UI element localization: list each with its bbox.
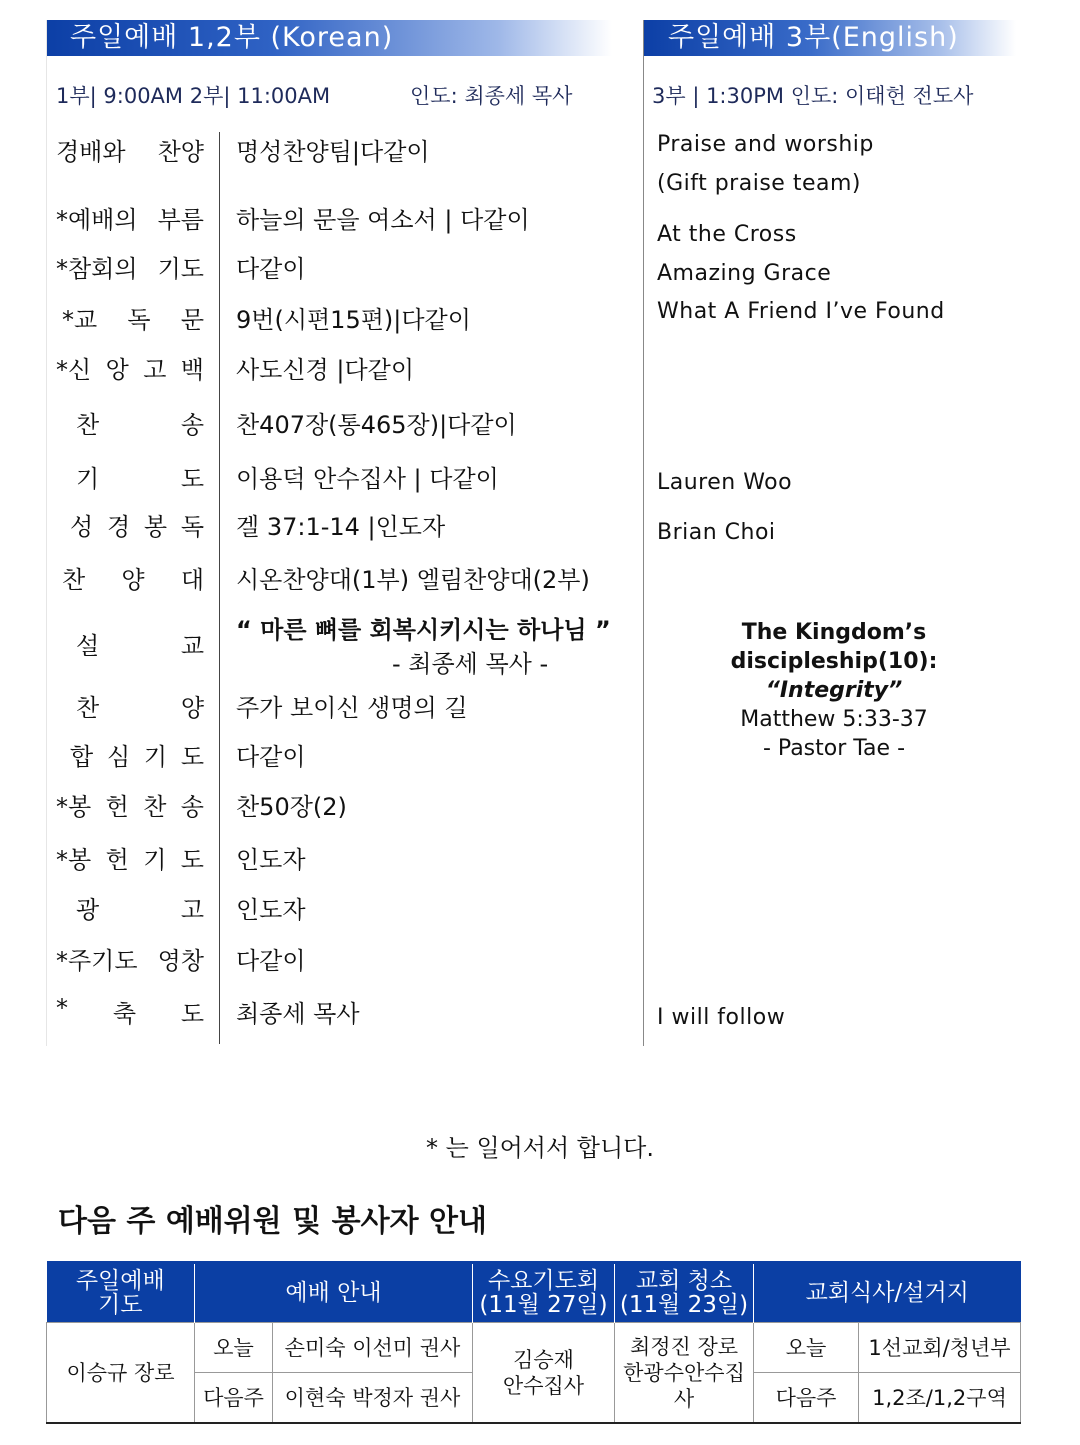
header-cleaning: 교회 청소 (11월 23일) [615,1263,754,1323]
label-part: 봉 [143,513,168,541]
guide-when-today: 오늘 [195,1323,273,1373]
korean-service-banner: 주일예배 1,2부 (Korean) [46,20,612,56]
label-part: 대 [180,566,204,594]
english-service-line: (Gift praise team) [657,171,861,196]
korean-service-leader: 인도: 최종세 목사 [410,84,573,108]
service-item-value: 하늘의 문을 여소서 | 다같이 [236,206,530,234]
meal-who-today: 1선교회/청년부 [859,1323,1021,1373]
service-item-label [50,300,210,335]
service-item-label [50,560,210,595]
service-item-value: 겔 37:1-14 |인도자 [236,513,446,541]
service-item-label [50,405,210,440]
label-part: 경배와 [56,138,126,166]
english-service-line: Praise and worship [657,132,874,157]
sermon-title-line2: discipleship(10): [730,649,938,674]
label-part: 찬 [62,566,86,594]
prayer-person: 이승규 장로 [47,1323,195,1424]
guide-when-next: 다음주 [195,1373,273,1424]
guide-who-next: 이현숙 박정자 권사 [273,1373,473,1424]
label-divider [219,132,220,1044]
label-part: 교 [180,632,204,660]
service-item-value: 주가 보이신 생명의 길 [236,694,468,722]
service-item-value: 시온찬양대(1부) 엘림찬양대(2부) [236,566,590,594]
service-item-label [50,200,210,235]
service-item-value: 다같이 [236,947,306,975]
label-part: 고 [180,896,204,924]
label-part: *봉 [56,846,92,874]
meal-who-next: 1,2조/1,2구역 [859,1373,1021,1424]
wednesday-person: 김승재 안수집사 [473,1323,615,1424]
label-part: 헌 [105,793,129,821]
service-item-label [50,890,210,925]
label-part: 양 [121,566,145,594]
label-part: 찬 [143,793,167,821]
duty-table [46,1261,1021,1424]
label-part: 송 [180,793,204,821]
label-part: 영창 [157,947,204,975]
label-part: 송 [180,411,204,439]
label-part: 문 [180,306,204,334]
label-part: 찬양 [157,138,204,166]
service-item-value: 9번(시편15편)|다같이 [236,306,471,334]
label-part: 기 [76,465,100,493]
service-item-value: 찬50장(2) [236,793,347,821]
header-guide: 예배 안내 [195,1263,473,1323]
service-item-value: 찬407장(통465장)|다같이 [236,411,517,439]
service-item-value: 명성찬양팀|다같이 [236,138,430,166]
label-part: *예배의 [56,206,138,234]
label-part: * [56,994,68,1022]
english-service-info: 3부 | 1:30PM 인도: 이태헌 전도사 [652,84,974,108]
english-service-line: Brian Choi [657,520,776,545]
service-item-label [50,507,210,542]
sermon-title-line1: The Kingdom’s [741,620,927,645]
label-part: *주기도 [56,947,138,975]
label-part: 부름 [157,206,204,234]
column-divider [643,20,644,1046]
service-item-label [50,459,210,494]
label-part: 고 [143,356,167,384]
label-part: *교 [62,306,98,334]
english-service-banner: 주일예배 3부(English) [644,20,1016,56]
label-part: 찬 [76,411,100,439]
header-meal: 교회식사/설거지 [754,1263,1021,1323]
duty-table-header [47,1263,1021,1323]
sermon-subtitle: “Integrity” [765,678,903,703]
label-part: *봉 [56,793,92,821]
service-item-value: 인도자 [236,896,306,924]
cleaning-person: 최정진 장로 한광수안수집사 [615,1323,754,1424]
service-item-label [50,994,210,1029]
header-wednesday: 수요기도회 (11월 27일) [473,1263,615,1323]
label-part: 합 [70,743,94,771]
label-part: 기 [143,846,167,874]
service-item-label [50,737,210,772]
service-item-label [50,626,210,661]
service-item-value: 다같이 [236,743,306,771]
service-item-value: 사도신경 |다같이 [236,356,415,384]
service-item-label [50,249,210,284]
label-part: 헌 [105,846,129,874]
label-part: *참회의 [56,255,138,283]
label-part: 앙 [105,356,129,384]
header-prayer: 주일예배 기도 [47,1263,195,1323]
service-item-value: 다같이 [236,255,306,283]
label-part: 축 [112,1000,136,1028]
service-item-value: 최종세 목사 [236,1000,360,1028]
label-part: 광 [76,896,100,924]
service-item-label [50,787,210,822]
service-item-label [50,840,210,875]
service-item-value: 인도자 [236,846,306,874]
label-part: 양 [180,694,204,722]
label-part: 기 [143,743,168,771]
sermon-scripture: Matthew 5:33-37 [740,707,928,732]
service-item-label [50,350,210,385]
label-part: 성 [70,513,94,541]
korean-service-times: 1부| 9:00AM 2부| 11:00AM [56,84,331,108]
meal-when-today: 오늘 [754,1323,859,1373]
service-item-value: “ 마른 뼈를 회복시키시는 하나님 ” [236,616,611,644]
left-margin-line [46,20,47,1046]
label-part: 도 [180,846,204,874]
label-part: 백 [180,356,204,384]
service-item-label [50,132,210,167]
label-part: 도 [180,465,204,493]
label-part: 경 [106,513,131,541]
label-part: 독 [127,306,151,334]
english-service-line: Lauren Woo [657,470,793,495]
label-part: 독 [180,513,204,541]
label-part: 기도 [157,255,204,283]
label-part: 설 [76,632,100,660]
english-service-line: What A Friend I’ve Found [657,299,945,324]
english-service-line: Amazing Grace [657,261,832,286]
english-service-line: At the Cross [657,222,797,247]
sermon-preacher: - Pastor Tae - [762,736,906,761]
label-part: *신 [56,356,92,384]
service-item-label [50,941,210,976]
service-item-value: 이용덕 안수집사 | 다같이 [236,465,499,493]
label-part: 찬 [76,694,100,722]
label-part: 도 [180,1000,204,1028]
table-row [47,1323,1021,1373]
meal-when-next: 다음주 [754,1373,859,1424]
service-item-label [50,688,210,723]
english-sermon-block [720,618,948,763]
english-service-line: I will follow [657,1005,786,1030]
guide-who-today: 손미숙 이선미 권사 [273,1323,473,1373]
label-part: 심 [106,743,131,771]
standing-note: * 는 일어서서 합니다. [426,1134,654,1162]
label-part: 도 [180,743,204,771]
sermon-preacher-ko: - 최종세 목사 - [392,650,549,678]
next-week-title: 다음 주 예배위원 및 봉사자 안내 [58,1204,487,1239]
